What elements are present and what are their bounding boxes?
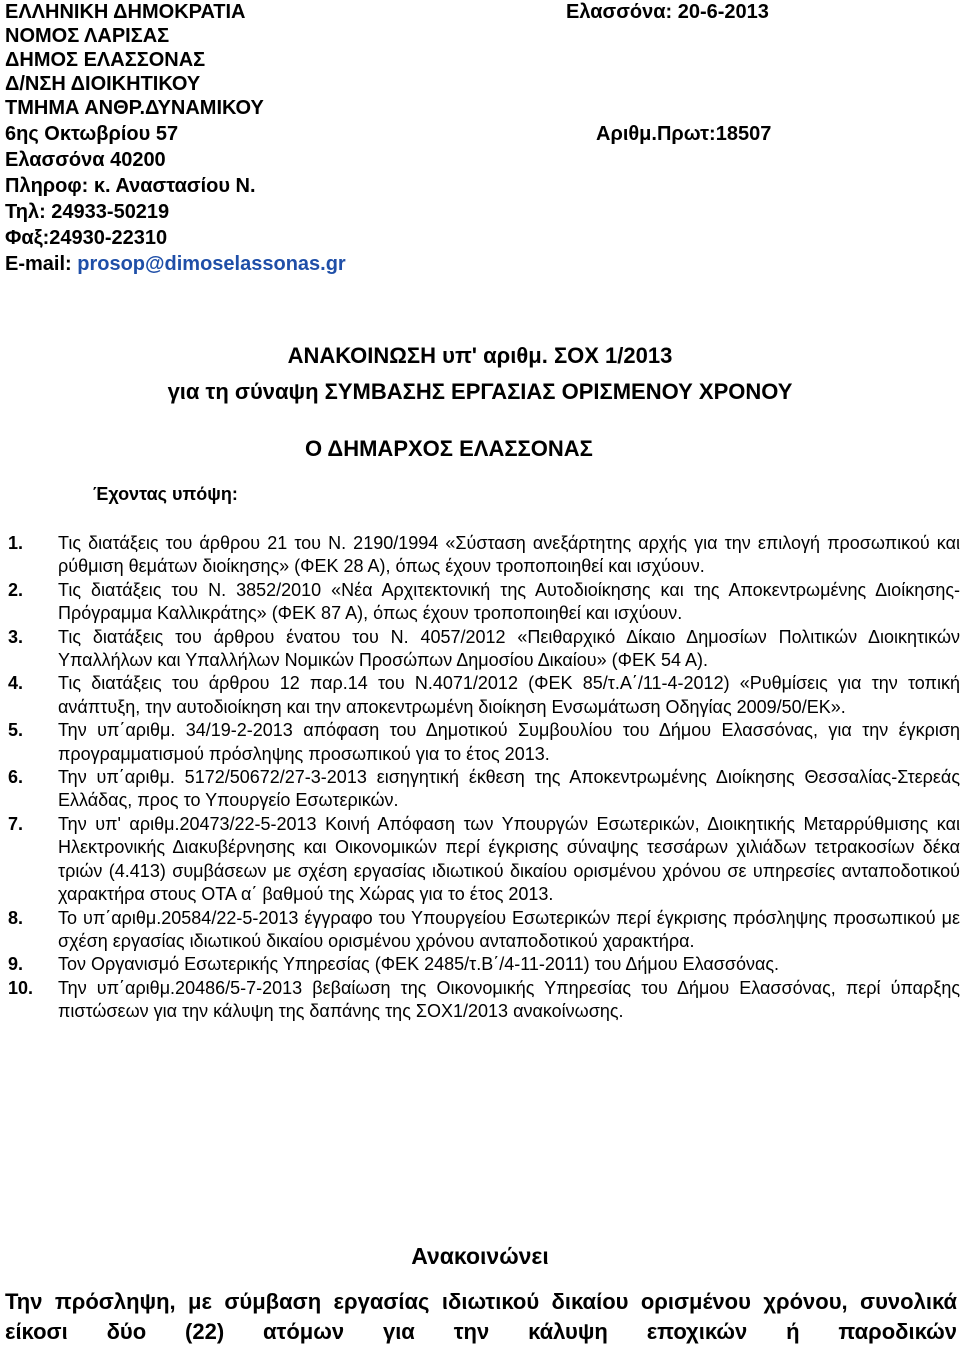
item-text: Το υπ΄αριθμ.20584/22-5-2013 έγγραφο του Υπουργείου Εσωτερικών περί έγκρισης πρόσληψης προσωπικού με σχέση εργασίας ιδιωτικού δικαίου ορισμένου χρόνου ανταποδοτικού χαρακτήρα. — [58, 907, 960, 951]
item-text: Την υπ΄αριθμ. 5172/50672/27-3-2013 εισηγητική έκθεση της Αποκεντρωμένης Διοίκησης Θεσσαλίας-Στερεάς Ελλάδας, προς το Υπουργείο Εσωτερικών. — [58, 767, 960, 811]
mayor-heading: Ο ΔΗΜΑΡΧΟΣ ΕΛΑΣΣΟΝΑΣ — [305, 436, 593, 461]
list-item — [8, 719, 960, 766]
header-line: Φαξ:24930-22310 — [5, 227, 168, 249]
header-line: 6ης Οκτωβρίου 57 — [5, 123, 179, 145]
considering-label: Έχοντας υπόψη: — [93, 484, 238, 504]
header-line: Πληροφ: κ. Αναστασίου Ν. — [5, 175, 256, 197]
header-line: ΝΟΜΟΣ ΛΑΡΙΣΑΣ — [5, 25, 170, 47]
item-number: 3. — [8, 626, 24, 647]
header-line: ΤΜΗΜΑ ΑΝΘΡ.ΔΥΝΑΜΙΚΟΥ — [5, 97, 264, 119]
header-line: Δ/ΝΣΗ ΔΙΟΙΚΗΤΙΚΟΥ — [5, 73, 201, 95]
item-text: Τις διατάξεις του άρθρου ένατου του Ν. 4057/2012 «Πειθαρχικό Δίκαιο Δημοσίων Πολιτικών Διοικητικών Υπαλλήλων και Υπαλλήλων Νομικών Προσώπων Δημοσίου Δικαίου» (ΦΕΚ 54 Α). — [58, 626, 960, 671]
email-line — [5, 252, 346, 276]
item-number: 5. — [8, 720, 24, 741]
list-item — [8, 953, 960, 976]
item-text: Τις διατάξεις του άρθρου 21 του Ν. 2190/1994 «Σύσταση ανεξάρτητης αρχής για την επιλογή προσωπικού και ρύθμιση θεμάτων διοίκησης» (ΦΕΚ 28 Α), όπως έχουν τροποποιηθεί και ισχύουν. — [58, 533, 960, 577]
announces-heading: Ανακοινώνει — [411, 1243, 549, 1269]
list-item — [8, 813, 960, 907]
item-number: 1. — [8, 533, 24, 553]
list-item — [8, 672, 960, 719]
list-item — [8, 977, 960, 1024]
list-item — [8, 907, 960, 954]
email-link[interactable]: prosop@dimoselassonas.gr — [77, 253, 346, 275]
item-number: 10. — [8, 977, 34, 998]
item-text: Την υπ΄αριθμ. 34/19-2-2013 απόφαση του Δημοτικού Συμβουλίου του Δήμου Ελασσόνας, για την έγκριση προγραμματισμού πρόσληψης προσωπικού για το έτος 2013. — [58, 720, 960, 764]
document-date: Ελασσόνα: 20-6-2013 — [566, 1, 769, 23]
header-line: ΕΛΛΗΝΙΚΗ ΔΗΜΟΚΡΑΤΙΑ — [5, 1, 246, 23]
item-text: Τις διατάξεις του Ν. 3852/2010 «Νέα Αρχιτεκτονική της Αυτοδιοίκησης και της Αποκεντρωμένης Διοίκησης- Πρόγραμμα Καλλικράτης» (ΦΕΚ 87 Α), όπως έχουν τροποποιηθεί και ισχύουν. — [58, 579, 960, 624]
list-item — [8, 626, 960, 673]
item-text: Την υπ΄αριθμ.20486/5-7-2013 βεβαίωση της Οικονομικής Υπηρεσίας του Δήμου Ελασσόνας, περί ύπαρξης πιστώσεων για την κάλυψη της δαπάνης της ΣΟΧ1/2013 ανακοίνωσης. — [58, 977, 960, 1022]
item-text: Την υπ' αριθμ.20473/22-5-2013 Κοινή Απόφαση των Υπουργών Εσωτερικών, Διοικητικής Μεταρρύθμισης και Ηλεκτρονικής Διακυβέρνησης και Οικονομικών περί έγκρισης σύναψης τεσσάρων χιλιάδων τετρακοσίων δέκα τριών (4.413) συμβάσεων με σχέση εργασίας ιδιωτικού δικαίου ορισμένου χρόνου σε υπηρεσίες ανταποδοτικού χαρακτήρα στους ΟΤΑ α΄ βαθμού της Χώρας για το έτος 2013. — [58, 813, 960, 905]
header-line: Ελασσόνα 40200 — [5, 149, 166, 171]
item-number: 8. — [8, 907, 24, 928]
item-text: Τις διατάξεις του άρθρου 12 παρ.14 του Ν.4071/2012 (ΦΕΚ 85/τ.Α΄/11-4-2012) «Ρυθμίσεις για την τοπική ανάπτυξη, την αυτοδιοίκηση και την αποκεντρωμένη διοίκηση Ενσωμάτωση Οδηγίας 2009/50/ΕΚ». — [58, 673, 960, 717]
email-label: E-mail: — [5, 253, 72, 275]
item-text: Τον Οργανισμό Εσωτερικής Υπηρεσίας (ΦΕΚ 2485/τ.Β΄/4-11-2011) του Δήμου Ελασσόνας. — [58, 954, 780, 975]
announcement-title: ΑΝΑΚΟΙΝΩΣΗ υπ' αριθμ. ΣΟΧ 1/2013 — [287, 343, 673, 368]
considerations-list — [8, 532, 960, 1024]
list-item — [8, 579, 960, 626]
header-line: ΔΗΜΟΣ ΕΛΑΣΣΟΝΑΣ — [5, 49, 206, 71]
item-number: 6. — [8, 767, 24, 788]
list-item — [8, 766, 960, 813]
item-number: 9. — [8, 954, 24, 975]
final-paragraph: Την πρόσληψη, με σύμβαση εργασίας ιδιωτικού δικαίου ορισμένου χρόνου, συνολικά είκοσι δύο (22) ατόμων για την κάλυψη εποχικών ή παροδικών — [5, 1289, 957, 1344]
announcement-subtitle: για τη σύναψη ΣΥΜΒΑΣΗΣ ΕΡΓΑΣΙΑΣ ΟΡΙΣΜΕΝΟΥ ΧΡΟΝΟΥ — [167, 379, 793, 404]
header-line: Τηλ: 24933-50219 — [5, 201, 170, 223]
item-number: 7. — [8, 813, 24, 834]
list-item — [8, 532, 960, 579]
item-number: 4. — [8, 673, 24, 694]
protocol-number: Αριθμ.Πρωτ:18507 — [596, 123, 772, 145]
item-number: 2. — [8, 579, 24, 600]
